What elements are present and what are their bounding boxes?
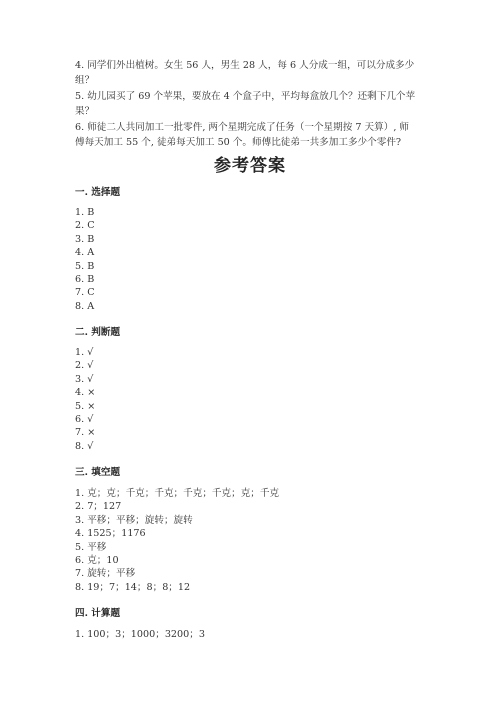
section-heading-choice: 一. 选择题: [75, 187, 121, 198]
list-item: 7. ×: [75, 427, 96, 439]
list-item: 6. √: [75, 414, 94, 426]
choice-answer-list: [75, 206, 95, 313]
list-item: 7. 旋转；平移: [75, 568, 136, 580]
problem-6-line-1: 6. 师徒二人共同加工一批零件, 两个星期完成了任务（一个星期按 7 天算）, 师: [75, 121, 410, 133]
list-item: 5. B: [75, 260, 95, 272]
list-item: 6. 克；10: [75, 555, 119, 567]
calculation-answer-list: [75, 628, 205, 641]
problem-4-line-2: 组？: [75, 75, 95, 87]
judgement-answer-list: [75, 346, 95, 453]
section-heading-judgement: 二. 判断题: [75, 327, 121, 338]
section-heading-fill-blank: 三. 填空题: [75, 467, 121, 478]
list-item: 3. √: [75, 373, 94, 385]
list-item: 3. 平移；平移；旋转；旋转: [75, 514, 193, 526]
list-item: 2. 7；127: [75, 501, 122, 513]
problem-5-line-2: 果？: [75, 106, 95, 118]
list-item: 3. B: [75, 233, 95, 245]
list-item: 4. ×: [75, 387, 96, 399]
word-problems: [75, 58, 435, 150]
problem-5-line-1: 5. 幼儿园买了 69 个苹果，要放在 4 个盒子中，平均每盒放几个？还剩下几个苹: [75, 90, 416, 102]
problem-6-line-2: 傅每天加工 55 个, 徒弟每天加工 50 个。师傅比徒弟一共多加工多少个零件?: [75, 137, 402, 149]
list-item: 8. A: [75, 300, 95, 312]
list-item: 2. √: [75, 360, 94, 372]
list-item: 1. √: [75, 347, 94, 358]
list-item: 4. A: [75, 247, 95, 259]
list-item: 6. B: [75, 274, 95, 286]
problem-4-line-1: 4. 同学们外出植树。女生 56 人，男生 28 人，每 6 人分成一组，可以分成多少: [75, 60, 415, 71]
list-item: 1. 100；3；1000；3200；3: [75, 629, 205, 640]
list-item: 4. 1525；1176: [75, 528, 146, 540]
list-item: 2. C: [75, 220, 95, 232]
list-item: 1. 克；克；千克；千克；千克；千克；克；千克: [75, 488, 280, 499]
list-item: 8. √: [75, 440, 94, 452]
list-item: 8. 19；7；14；8；8；12: [75, 581, 191, 593]
answer-key-title: 参考答案: [214, 156, 286, 176]
fill-blank-answer-list: [75, 487, 279, 594]
section-heading-calculation: 四. 计算题: [75, 608, 121, 619]
list-item: 7. C: [75, 287, 95, 299]
list-item: 1. B: [75, 207, 95, 218]
list-item: 5. 平移: [75, 541, 107, 553]
list-item: 5. ×: [75, 400, 96, 412]
